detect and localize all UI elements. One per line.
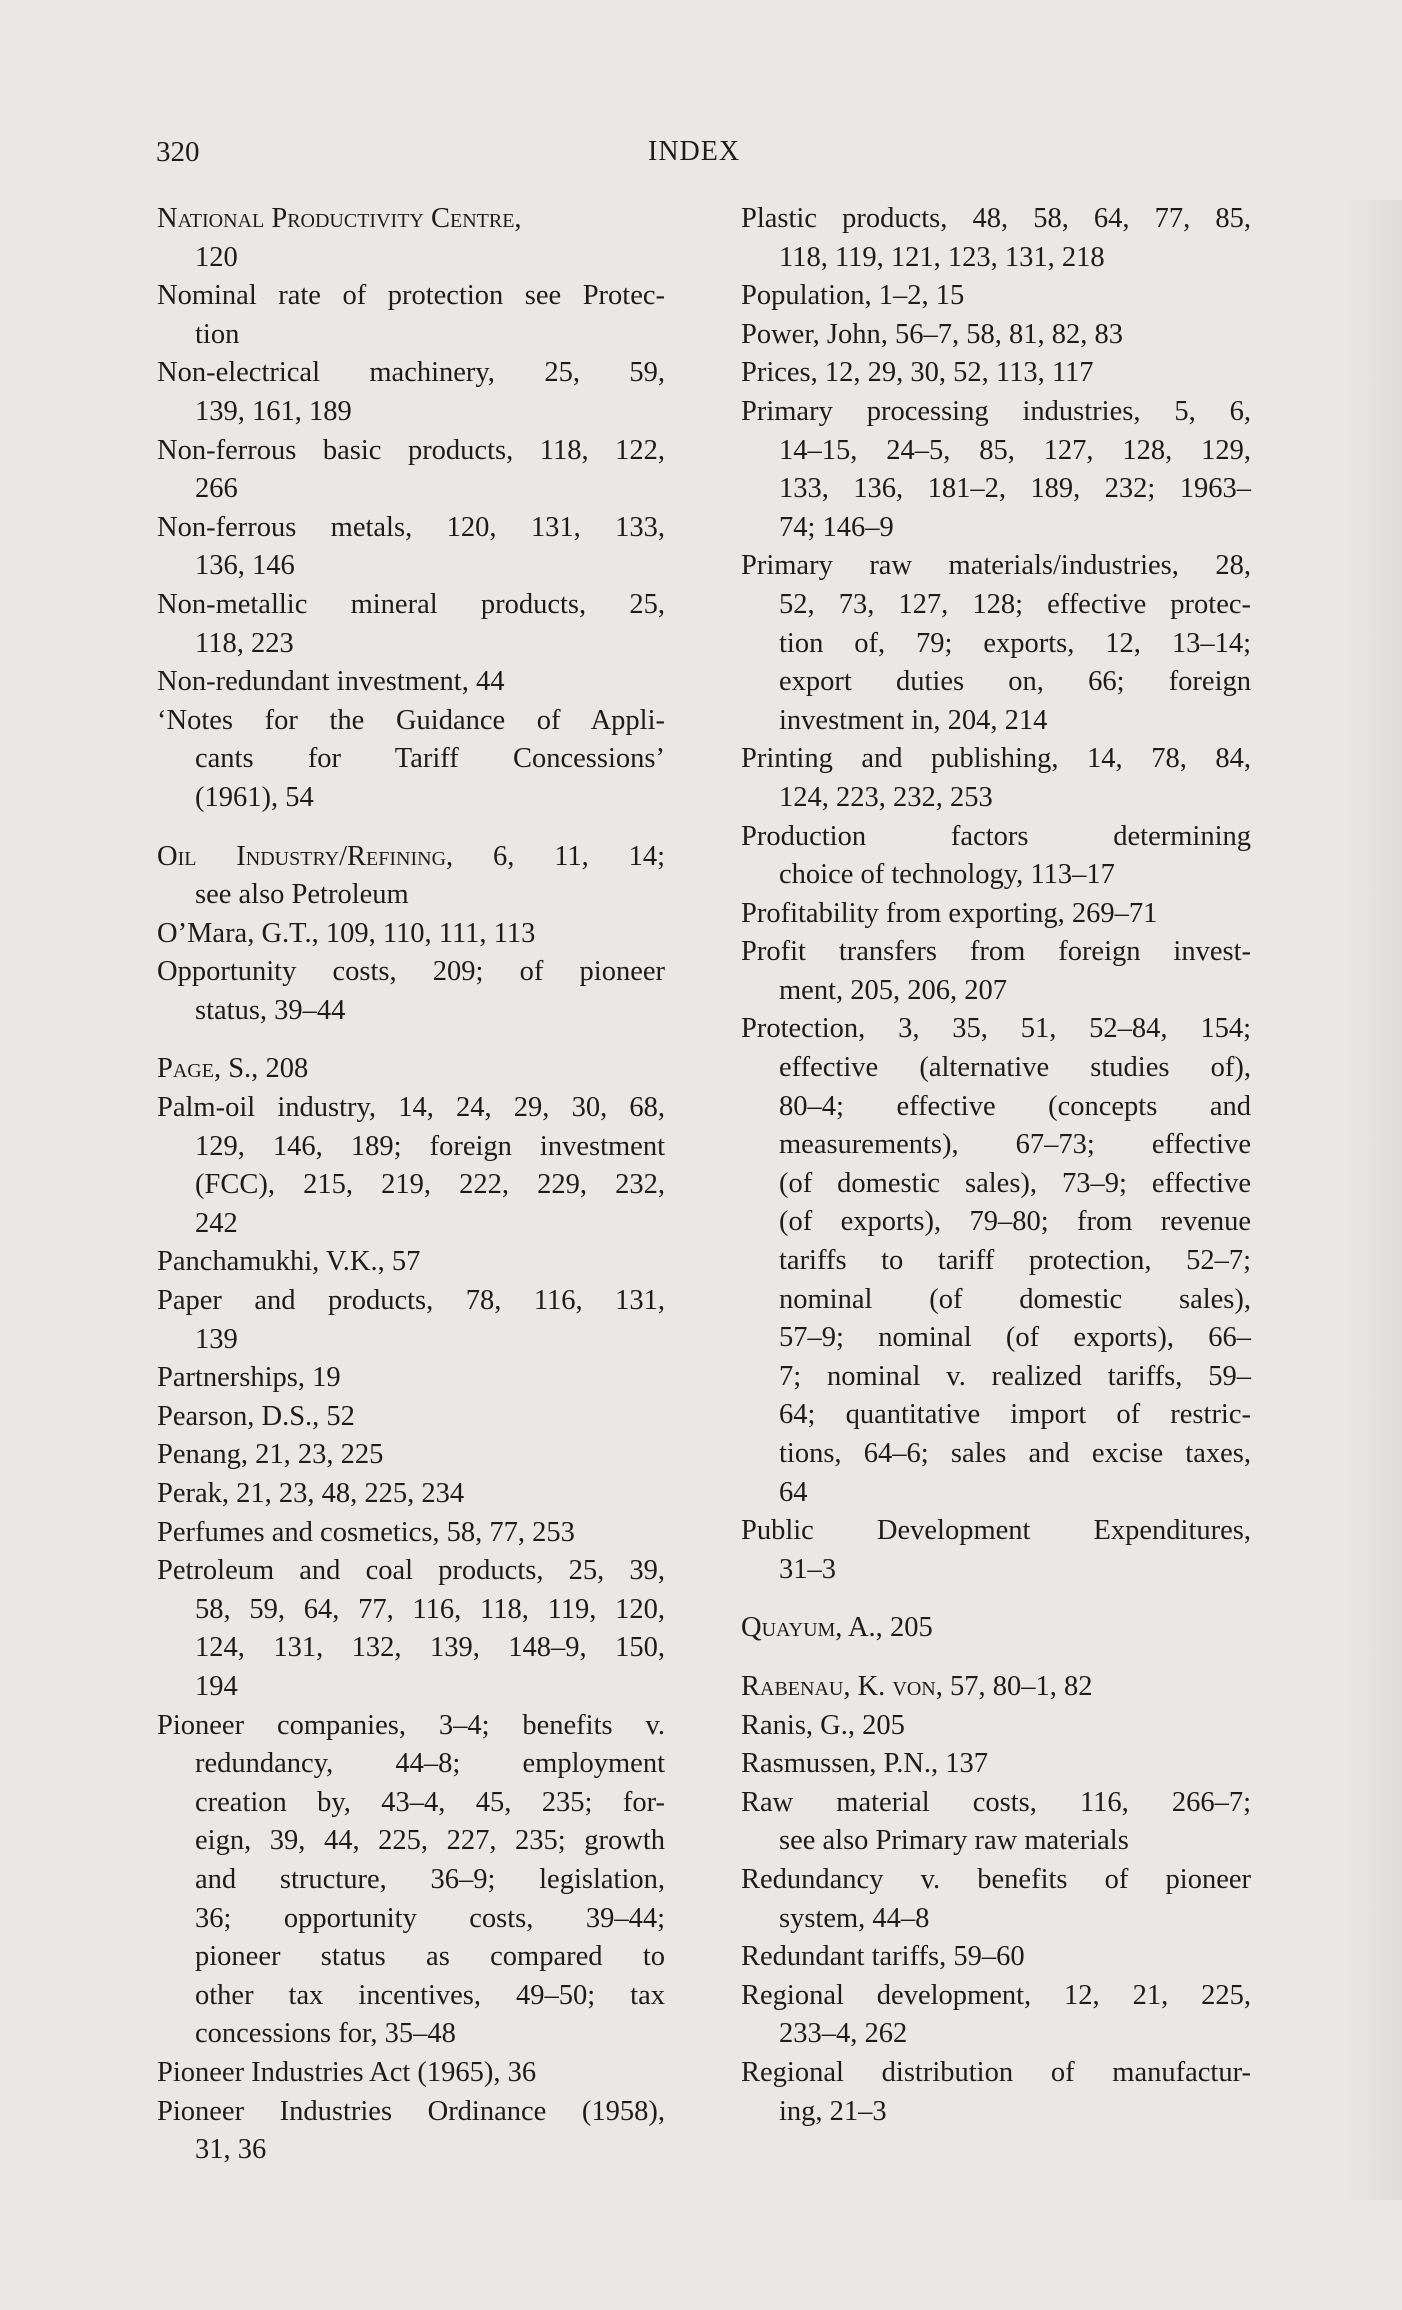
index-entry-line: 31–3 bbox=[779, 1553, 836, 1585]
index-entry-line: tariffs to tariff protection, 52–7; bbox=[779, 1245, 1251, 1277]
index-entry-line: tion of, 79; exports, 12, 13–14; bbox=[779, 627, 1251, 659]
index-entry-line: Palm-oil industry, 14, 24, 29, 30, 68, bbox=[157, 1092, 665, 1124]
index-entry-line: other tax incentives, 49–50; tax bbox=[195, 1979, 665, 2011]
index-entry-line bbox=[741, 1668, 1251, 1707]
index-entry-line: 266 bbox=[195, 473, 238, 505]
index-entry bbox=[157, 586, 665, 663]
index-entry bbox=[741, 1784, 1251, 1861]
index-entry bbox=[741, 1010, 1251, 1512]
index-entry bbox=[157, 1050, 665, 1089]
index-entry bbox=[741, 818, 1251, 895]
index-entry-line: Public Development Expenditures, bbox=[741, 1515, 1251, 1547]
index-entry bbox=[741, 1938, 1251, 1977]
index-column-right bbox=[741, 200, 1251, 2131]
index-entry bbox=[741, 933, 1251, 1010]
index-entry-line: 31, 36 bbox=[195, 2134, 267, 2166]
section-gap bbox=[741, 1589, 1251, 1609]
index-entry-line: system, 44–8 bbox=[779, 1902, 930, 1934]
index-entry bbox=[157, 1514, 665, 1553]
index-entry-line: Petroleum and coal products, 25, 39, bbox=[157, 1555, 665, 1587]
index-entry-line: measurements), 67–73; effective bbox=[779, 1129, 1251, 1161]
index-entry-line: Perak, 21, 23, 48, 225, 234 bbox=[157, 1478, 465, 1509]
index-entry-line: O’Mara, G.T., 109, 110, 111, 113 bbox=[157, 917, 536, 949]
index-heading-smallcaps: Oil Industry/Refining, bbox=[157, 840, 454, 872]
index-entry bbox=[157, 1552, 665, 1706]
index-entry bbox=[157, 200, 665, 277]
index-entry bbox=[741, 740, 1251, 817]
index-entry bbox=[741, 1861, 1251, 1938]
index-entry-line: pioneer status as compared to bbox=[195, 1941, 665, 1973]
index-entry-line: eign, 39, 44, 225, 227, 235; growth bbox=[195, 1825, 665, 1857]
index-entry bbox=[157, 277, 665, 354]
index-entry-line: 129, 146, 189; foreign investment bbox=[195, 1130, 665, 1162]
index-entry-line: Nominal rate of protection see Protec- bbox=[157, 280, 665, 312]
index-entry-line: nominal (of domestic sales), bbox=[779, 1283, 1251, 1315]
index-entry-line: Pearson, D.S., 52 bbox=[157, 1400, 355, 1432]
index-entry-line: (FCC), 215, 219, 222, 229, 232, bbox=[195, 1169, 665, 1201]
index-entry-text: 205 bbox=[882, 1612, 933, 1644]
index-entry-line bbox=[157, 1050, 665, 1089]
index-entry-line: Primary raw materials/industries, 28, bbox=[741, 550, 1251, 582]
index-entry bbox=[157, 509, 665, 586]
page-number: 320 bbox=[156, 136, 200, 168]
index-entry-line: 58, 59, 64, 77, 116, 118, 119, 120, bbox=[195, 1593, 665, 1625]
index-entry bbox=[157, 2054, 665, 2093]
index-heading-smallcaps: National Productivity Centre, bbox=[157, 203, 522, 234]
index-entry-line: export duties on, 66; foreign bbox=[779, 666, 1251, 698]
index-entry-line bbox=[157, 838, 665, 877]
index-entry-line: 194 bbox=[195, 1670, 238, 1702]
index-entry-line: Perfumes and cosmetics, 58, 77, 253 bbox=[157, 1516, 575, 1548]
running-head: INDEX bbox=[648, 136, 741, 167]
index-entry-line: 133, 136, 181–2, 189, 232; 1963– bbox=[779, 473, 1251, 505]
index-entry bbox=[157, 432, 665, 509]
index-entry bbox=[157, 1243, 665, 1282]
index-entry bbox=[157, 838, 665, 915]
index-entry-line: Non-redundant investment, 44 bbox=[157, 666, 505, 698]
index-entry-line: Rasmussen, P.N., 137 bbox=[741, 1748, 989, 1780]
index-entry-line: 14–15, 24–5, 85, 127, 128, 129, bbox=[779, 434, 1251, 466]
index-entry-line bbox=[741, 1609, 1251, 1648]
section-gap bbox=[157, 1030, 665, 1050]
index-entry-line: redundancy, 44–8; employment bbox=[195, 1748, 665, 1780]
index-entry bbox=[157, 663, 665, 702]
index-entry bbox=[741, 316, 1251, 355]
index-entry bbox=[157, 1398, 665, 1437]
index-entry-line: 233–4, 262 bbox=[779, 2018, 908, 2050]
index-column-left bbox=[157, 200, 665, 2170]
index-entry-line: 139, 161, 189 bbox=[195, 395, 352, 427]
index-entry-line: Plastic products, 48, 58, 64, 77, 85, bbox=[741, 203, 1251, 234]
index-entry-line: 80–4; effective (concepts and bbox=[779, 1090, 1251, 1122]
index-entry-line: Primary processing industries, 5, 6, bbox=[741, 395, 1251, 427]
index-entry-line: Partnerships, 19 bbox=[157, 1362, 341, 1394]
index-entry-line: Population, 1–2, 15 bbox=[741, 280, 965, 312]
index-entry-line: tion bbox=[195, 318, 240, 350]
index-entry-line: Redundant tariffs, 59–60 bbox=[741, 1941, 1025, 1973]
index-entry bbox=[741, 1668, 1251, 1707]
index-heading-smallcaps: Rabenau, K. von, bbox=[741, 1670, 943, 1702]
index-entry-line: Profit transfers from foreign invest- bbox=[741, 936, 1251, 968]
index-entry-line: effective (alternative studies of), bbox=[779, 1052, 1251, 1084]
index-entry-line: (of exports), 79–80; from revenue bbox=[779, 1206, 1251, 1238]
index-entry-line: ‘Notes for the Guidance of Appli- bbox=[157, 704, 665, 736]
index-entry-line: 7; nominal v. realized tariffs, 59– bbox=[779, 1360, 1251, 1392]
index-entry-line: Non-ferrous basic products, 118, 122, bbox=[157, 434, 665, 466]
index-entry-text: 208 bbox=[258, 1053, 309, 1085]
index-entry-line: Protection, 3, 35, 51, 52–84, 154; bbox=[741, 1013, 1251, 1045]
index-entry-line: cants for Tariff Concessions’ bbox=[195, 743, 665, 775]
index-entry-line: Opportunity costs, 209; of pioneer bbox=[157, 956, 665, 988]
index-entry-line: Printing and publishing, 14, 78, 84, bbox=[741, 743, 1251, 775]
index-entry-line: Prices, 12, 29, 30, 52, 113, 117 bbox=[741, 357, 1094, 389]
index-entry-line: Pioneer Industries Ordinance (1958), bbox=[157, 2095, 665, 2127]
index-entry bbox=[157, 2093, 665, 2170]
page-edge-shadow bbox=[1342, 200, 1402, 2200]
index-entry-line: 124, 223, 232, 253 bbox=[779, 781, 993, 813]
index-entry-line: concessions for, 35–48 bbox=[195, 2018, 456, 2050]
index-entry bbox=[741, 1745, 1251, 1784]
index-entry-line: 120 bbox=[195, 241, 238, 273]
index-entry bbox=[741, 200, 1251, 277]
index-heading-smallcaps: Quayum, A., bbox=[741, 1612, 883, 1644]
index-entry-line: 118, 223 bbox=[195, 627, 294, 659]
index-entry-line: choice of technology, 113–17 bbox=[779, 859, 1115, 891]
index-entry-line: 36; opportunity costs, 39–44; bbox=[195, 1902, 665, 1934]
index-entry-line: Panchamukhi, V.K., 57 bbox=[157, 1246, 421, 1278]
section-gap bbox=[741, 1648, 1251, 1668]
index-entry-line: Non-electrical machinery, 25, 59, bbox=[157, 357, 665, 389]
index-entry-line: and structure, 36–9; legislation, bbox=[195, 1863, 665, 1895]
index-entry-line: 64 bbox=[779, 1476, 808, 1508]
index-entry-line: Redundancy v. benefits of pioneer bbox=[741, 1863, 1251, 1895]
index-entry bbox=[157, 1282, 665, 1359]
index-entry-text: 6, 11, 14; bbox=[453, 840, 665, 872]
index-entry-line: Pioneer Industries Act (1965), 36 bbox=[157, 2056, 537, 2088]
index-entry-line: 118, 119, 121, 123, 131, 218 bbox=[779, 241, 1105, 273]
index-entry-line: Penang, 21, 23, 225 bbox=[157, 1439, 384, 1471]
index-entry-line: 136, 146 bbox=[195, 550, 295, 582]
index-entry bbox=[741, 393, 1251, 547]
index-entry bbox=[157, 915, 665, 954]
index-entry-line: Raw material costs, 116, 266–7; bbox=[741, 1786, 1251, 1818]
index-entry-line: Power, John, 56–7, 58, 81, 82, 83 bbox=[741, 318, 1124, 350]
index-entry bbox=[157, 1707, 665, 2054]
index-entry bbox=[741, 1977, 1251, 2054]
index-entry-line: Profitability from exporting, 269–71 bbox=[741, 897, 1158, 929]
index-entry bbox=[741, 547, 1251, 740]
index-entry bbox=[157, 953, 665, 1030]
index-entry bbox=[741, 354, 1251, 393]
index-entry bbox=[741, 1707, 1251, 1746]
index-entry-line: 242 bbox=[195, 1207, 238, 1239]
index-entry-line: ment, 205, 206, 207 bbox=[779, 974, 1007, 1006]
index-entry-line: see also Petroleum bbox=[195, 879, 409, 911]
index-entry-line: Non-metallic mineral products, 25, bbox=[157, 588, 665, 620]
index-entry-line: Paper and products, 78, 116, 131, bbox=[157, 1285, 665, 1317]
index-entry bbox=[157, 1436, 665, 1475]
index-entry-line: (of domestic sales), 73–9; effective bbox=[779, 1167, 1251, 1199]
index-entry-line: 52, 73, 127, 128; effective protec- bbox=[779, 588, 1251, 620]
index-entry-line: 139 bbox=[195, 1323, 238, 1355]
index-entry-line: Regional distribution of manufactur- bbox=[741, 2056, 1251, 2088]
index-entry-line: 74; 146–9 bbox=[779, 511, 894, 543]
index-entry-text: 57, 80–1, 82 bbox=[942, 1670, 1093, 1702]
index-entry-line: 124, 131, 132, 139, 148–9, 150, bbox=[195, 1632, 665, 1664]
index-entry bbox=[741, 1609, 1251, 1648]
index-entry bbox=[741, 1512, 1251, 1589]
index-entry-line: ing, 21–3 bbox=[779, 2095, 887, 2127]
index-entry-line: Pioneer companies, 3–4; benefits v. bbox=[157, 1709, 665, 1741]
index-entry bbox=[741, 2054, 1251, 2131]
index-heading-smallcaps: Page, S., bbox=[157, 1053, 259, 1085]
index-entry-line: tions, 64–6; sales and excise taxes, bbox=[779, 1438, 1251, 1469]
index-entry-line: Non-ferrous metals, 120, 131, 133, bbox=[157, 511, 665, 543]
index-entry bbox=[157, 1089, 665, 1243]
index-entry bbox=[157, 702, 665, 818]
index-entry bbox=[157, 354, 665, 431]
index-entry-line: 57–9; nominal (of exports), 66– bbox=[779, 1322, 1251, 1354]
index-entry-line: Regional development, 12, 21, 225, bbox=[741, 1979, 1251, 2011]
index-entry bbox=[157, 1359, 665, 1398]
index-entry-line: creation by, 43–4, 45, 235; for- bbox=[195, 1786, 665, 1818]
index-entry-line bbox=[157, 200, 665, 239]
index-entry-line: Production factors determining bbox=[741, 820, 1251, 852]
index-entry-line: 64; quantitative import of restric- bbox=[779, 1399, 1251, 1431]
index-entry-line: see also Primary raw materials bbox=[779, 1825, 1129, 1857]
section-gap bbox=[157, 818, 665, 838]
index-entry bbox=[741, 895, 1251, 934]
index-entry-line: Ranis, G., 205 bbox=[741, 1709, 905, 1741]
index-entry-line: investment in, 204, 214 bbox=[779, 704, 1048, 736]
index-entry-line: (1961), 54 bbox=[195, 781, 314, 813]
index-entry bbox=[157, 1475, 665, 1514]
index-entry-line: status, 39–44 bbox=[195, 994, 346, 1026]
index-entry bbox=[741, 277, 1251, 316]
